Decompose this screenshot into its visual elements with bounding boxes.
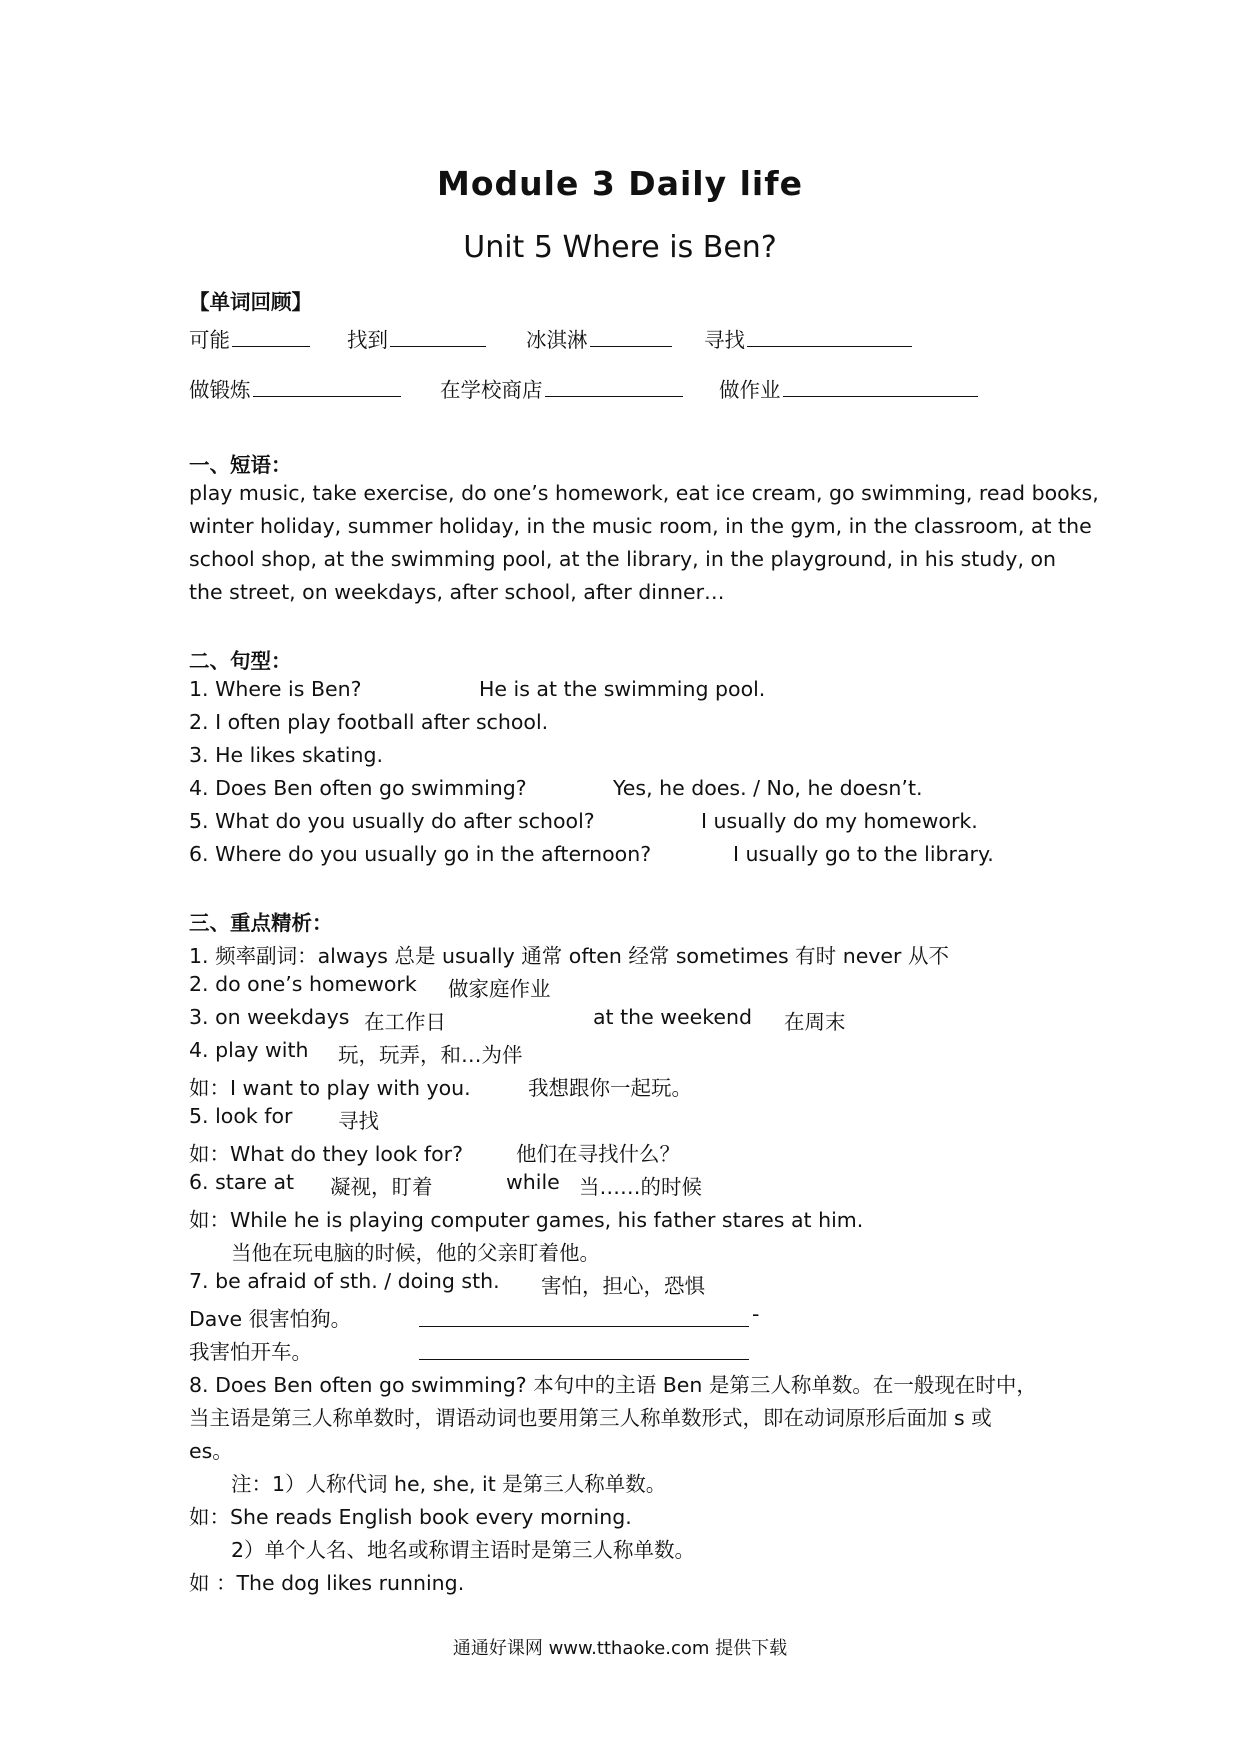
phrase-line: winter holiday, summer holiday, in the music room, in the gym, in the classroom, at the <box>189 514 1092 538</box>
sentence-question: 4. Does Ben often go swimming? <box>189 776 527 800</box>
analysis-line: 寻找 <box>338 1109 379 1133</box>
dash-mark: - <box>752 1302 760 1326</box>
analysis-line: 如 ：The dog likes running. <box>189 1571 465 1595</box>
analysis-line: 2. do one’s homework <box>189 972 417 996</box>
vocab-item: 寻找 <box>704 323 912 353</box>
analysis-line: 我害怕开车。 <box>189 1340 312 1364</box>
answer-blank[interactable] <box>747 326 912 347</box>
sentence-answer: Yes, he does. / No, he doesn’t. <box>613 776 923 800</box>
sentence-answer: He is at the swimming pool. <box>479 677 766 701</box>
analysis-line: 我想跟你一起玩。 <box>528 1076 692 1100</box>
vocab-heading: 【单词回顾】 <box>189 290 312 314</box>
page-footer: 通通好课网 www.tthaoke.com 提供下载 <box>452 1638 788 1659</box>
vocab-item: 冰淇淋 <box>526 323 672 353</box>
analysis-line: 当……的时候 <box>579 1175 702 1199</box>
answer-blank[interactable] <box>253 376 401 397</box>
analysis-line: 1. 频率副词：always 总是 usually 通常 often 经常 sometimes 有时 never 从不 <box>189 944 949 968</box>
analysis-line: 如：What do they look for? <box>189 1142 463 1166</box>
analysis-line: 凝视，盯着 <box>330 1175 433 1199</box>
sentence-question: 5. What do you usually do after school? <box>189 809 595 833</box>
analysis-line: 害怕，担心，恐惧 <box>541 1274 705 1298</box>
phrase-line: the street, on weekdays, after school, after dinner… <box>189 580 725 604</box>
answer-blank[interactable] <box>545 376 683 397</box>
analysis-line: 4. play with <box>189 1038 309 1062</box>
answer-blank[interactable] <box>390 326 486 347</box>
analysis-line: while <box>506 1170 560 1194</box>
analysis-line: 做家庭作业 <box>448 977 551 1001</box>
page-title: Module 3 Daily life <box>437 164 803 203</box>
page-subtitle: Unit 5 Where is Ben? <box>463 230 777 265</box>
analysis-line: Dave 很害怕狗。 <box>189 1307 352 1331</box>
analysis-line: 他们在寻找什么？ <box>516 1142 680 1166</box>
analysis-line: 如：While he is playing computer games, his father stares at him. <box>189 1208 864 1232</box>
translation-blank[interactable] <box>419 1302 749 1327</box>
analysis-line: 7. be afraid of sth. / doing sth. <box>189 1269 500 1293</box>
sentence-question: 6. Where do you usually go in the afternoon? <box>189 842 652 866</box>
phrase-line: play music, take exercise, do one’s homework, eat ice cream, go swimming, read books, <box>189 481 1099 505</box>
vocab-item: 可能 <box>189 323 310 353</box>
analysis-line: 如：She reads English book every morning. <box>189 1505 632 1529</box>
sentence-question: 1. Where is Ben? <box>189 677 362 701</box>
analysis-line: 如：I want to play with you. <box>189 1076 471 1100</box>
analysis-line: 注：1）人称代词 he, she, it 是第三人称单数。 <box>231 1472 667 1496</box>
analysis-line: 5. look for <box>189 1104 293 1128</box>
analysis-line: 玩，玩弄，和…为伴 <box>338 1043 523 1067</box>
analysis-line: 6. stare at <box>189 1170 295 1194</box>
vocab-item: 在学校商店 <box>440 373 683 403</box>
analysis-line: 3. on weekdays <box>189 1005 350 1029</box>
analysis-line: es。 <box>189 1439 233 1463</box>
analysis-line: at the weekend <box>593 1005 753 1029</box>
analysis-line: 当主语是第三人称单数时，谓语动词也要用第三人称单数形式，即在动词原形后面加 s 或 <box>189 1406 992 1430</box>
vocab-item: 做作业 <box>719 373 978 403</box>
phrase-line: school shop, at the swimming pool, at the library, in the playground, in his study, on <box>189 547 1057 571</box>
sentence-question: 2. I often play football after school. <box>189 710 549 734</box>
analysis-line: 8. Does Ben often go swimming? 本句中的主语 Ben 是第三人称单数。在一般现在时中， <box>189 1373 1037 1397</box>
answer-blank[interactable] <box>590 326 672 347</box>
answer-blank[interactable] <box>232 326 310 347</box>
sentence-answer: I usually go to the library. <box>733 842 994 866</box>
analysis-line: 在工作日 <box>364 1010 446 1034</box>
sentence-answer: I usually do my homework. <box>701 809 978 833</box>
vocab-item: 做锻炼 <box>189 373 401 403</box>
analysis-line: 在周末 <box>784 1010 846 1034</box>
phrases-heading: 一、短语： <box>189 453 292 477</box>
vocab-item: 找到 <box>347 323 486 353</box>
analysis-heading: 三、重点精析： <box>189 911 333 935</box>
sentences-heading: 二、句型： <box>189 649 292 673</box>
translation-blank[interactable] <box>419 1335 749 1360</box>
analysis-line: 2）单个人名、地名或称谓主语时是第三人称单数。 <box>231 1538 696 1562</box>
analysis-line: 当他在玩电脑的时候，他的父亲盯着他。 <box>231 1241 600 1265</box>
sentence-question: 3. He likes skating. <box>189 743 383 767</box>
answer-blank[interactable] <box>783 376 978 397</box>
